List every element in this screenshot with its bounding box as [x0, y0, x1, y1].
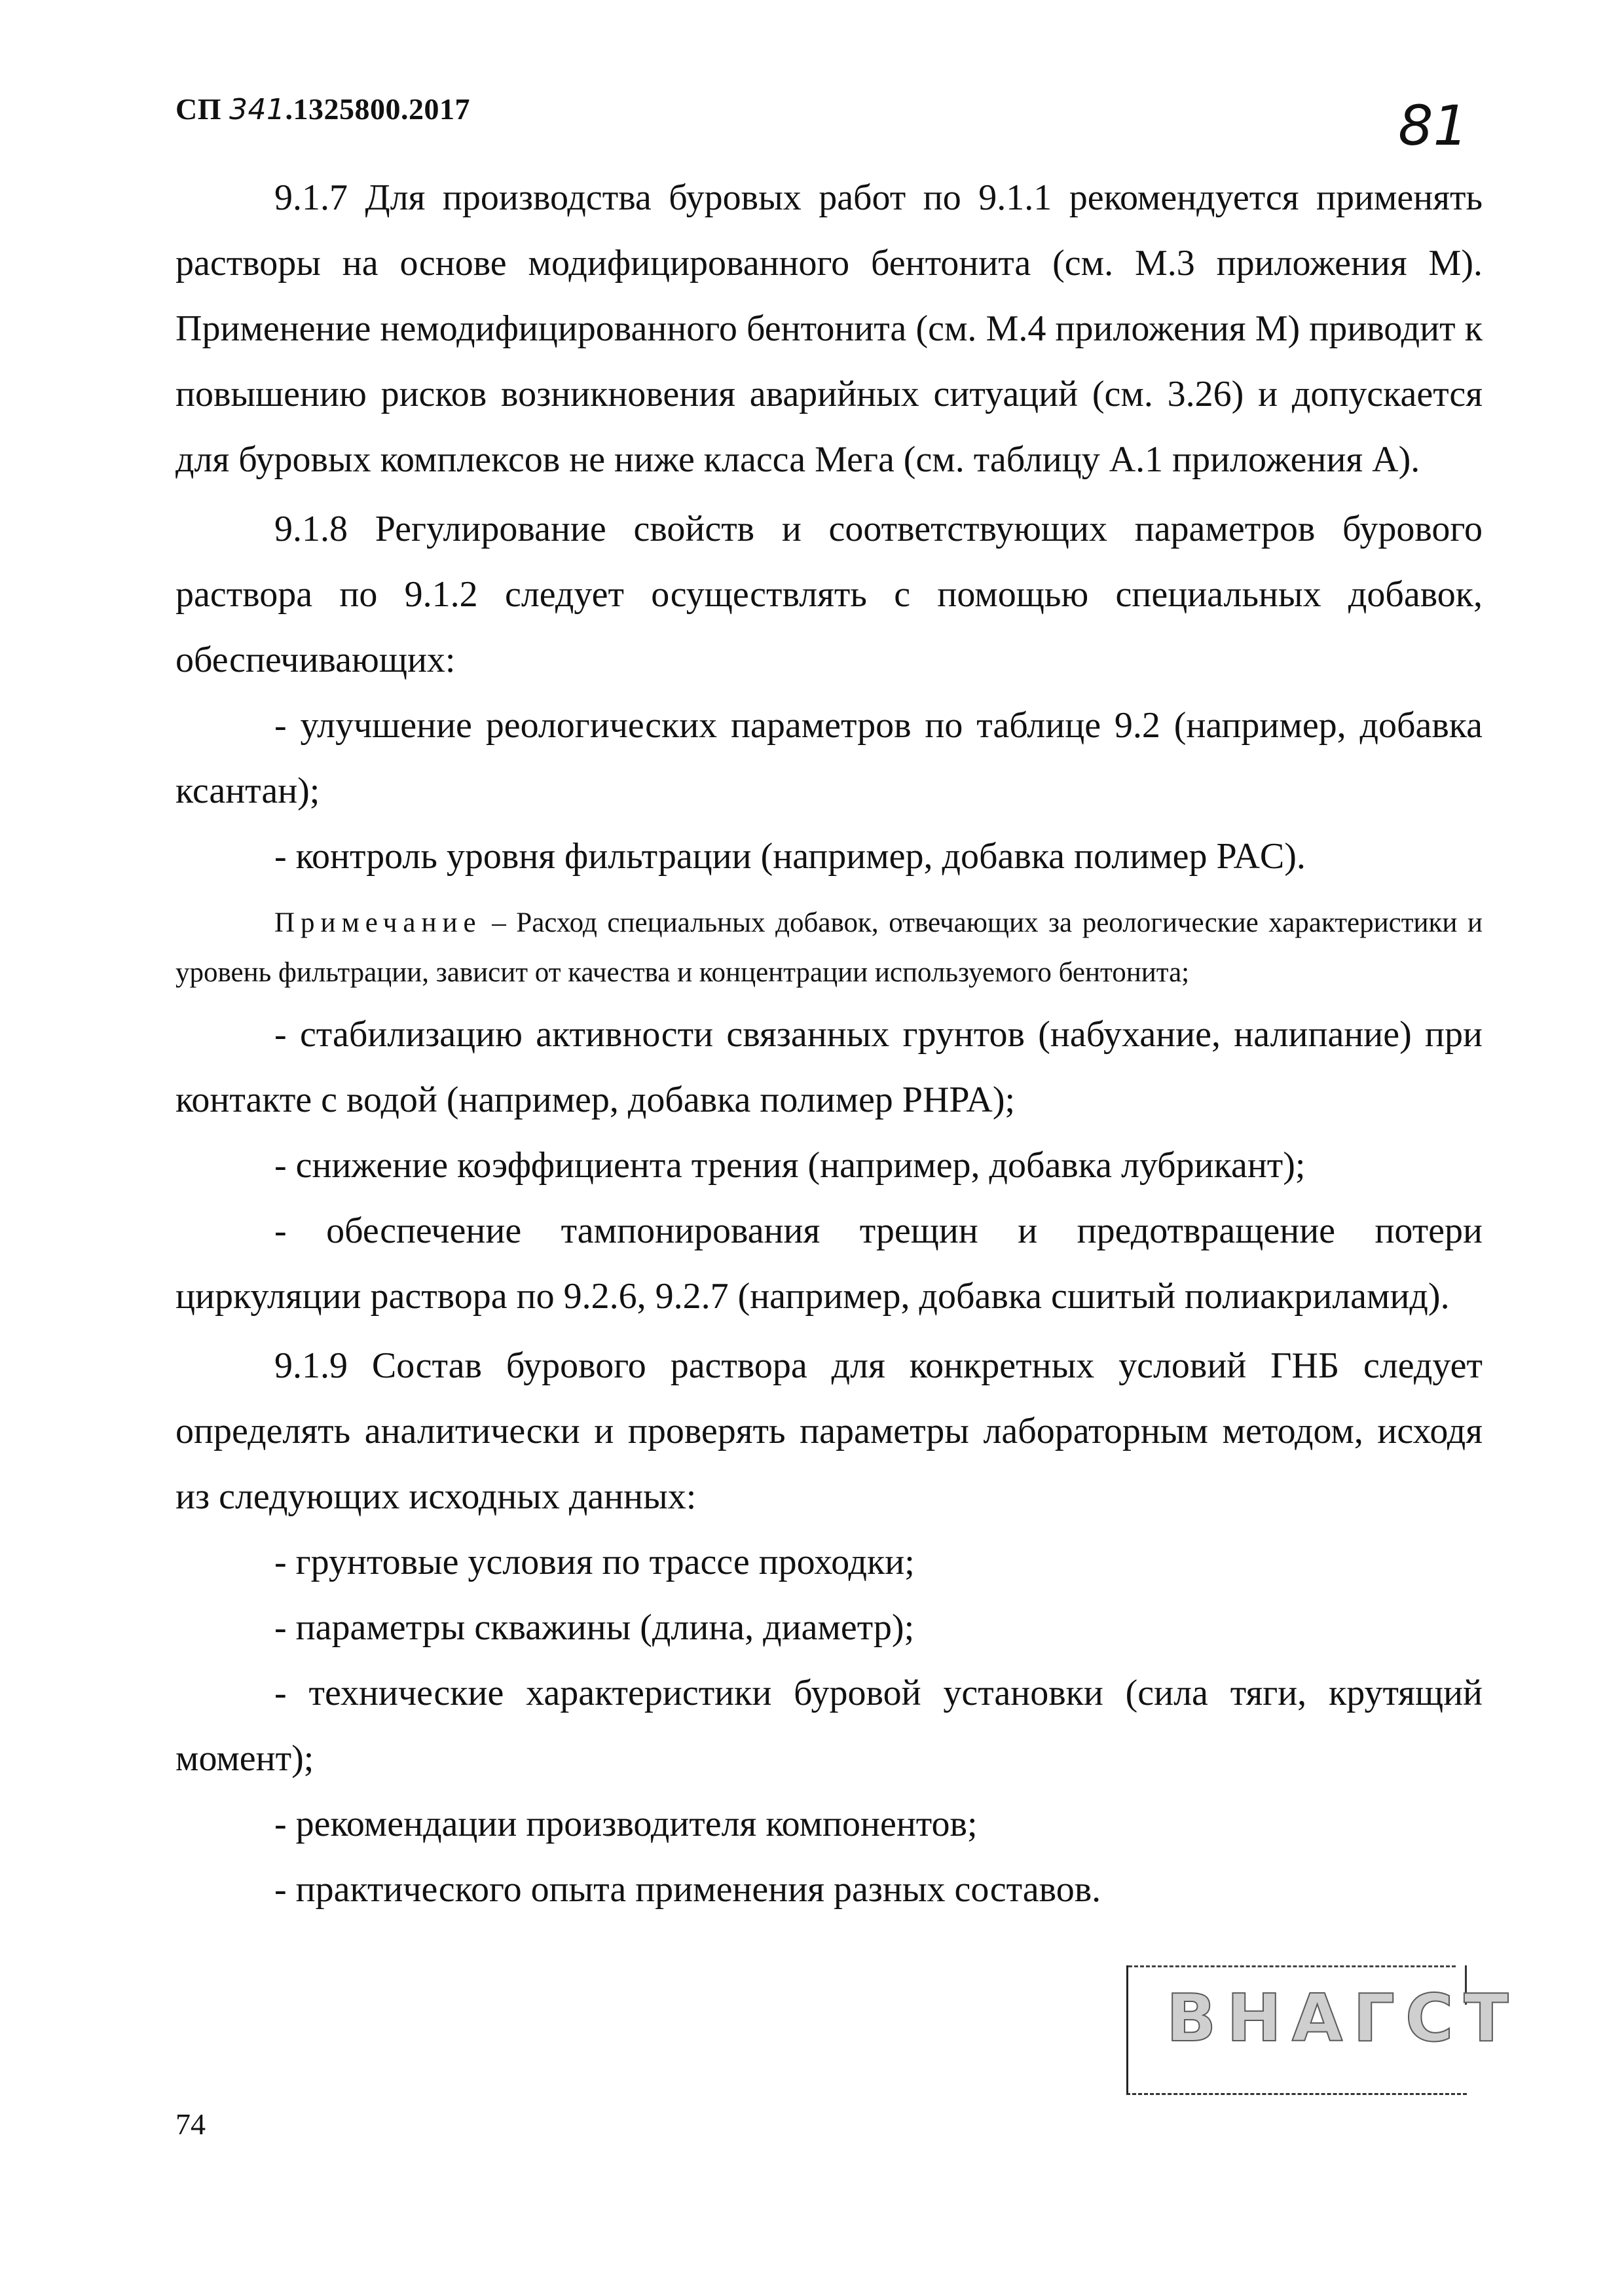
list-item: - технические характеристики буровой установки (сила тяги, крутящий момент); [175, 1673, 1483, 1779]
list-item: - контроль уровня фильтрации (например, добавка полимер PAC). [274, 836, 1306, 877]
stamp-text: ВНАГСТ [1166, 1980, 1519, 2056]
list-item: - практического опыта применения разных составов. [274, 1869, 1101, 1910]
handwritten-page-number: 81 [1398, 94, 1468, 158]
document-code [175, 92, 470, 126]
code-handwritten-number: 341 [229, 93, 286, 126]
list-item: - параметры скважины (длина, диаметр); [274, 1607, 915, 1648]
paragraph-9-1-7: 9.1.7 Для производства буровых работ по 9.1.1 рекомендуется применять растворы на основе модифицированного бентонита (см. М.3 приложения М). Применение немодифицированного бентонита (см. М.4 приложения М) приводит к повышению рисков возникновения аварийных ситуаций (см. 3.26) и допускается для буровых комплексов не ниже класса Мега (см. таблицу А.1 приложения А). [175, 177, 1483, 480]
list-item: - рекомендации производителя компонентов; [274, 1804, 978, 1844]
list-item: - улучшение реологических параметров по таблице 9.2 (например, добавка ксантан); [175, 705, 1483, 811]
note [175, 898, 1483, 998]
paragraph-9-1-9: 9.1.9 Состав бурового раствора для конкретных условий ГНБ следует определять аналитически и проверять параметры лабораторным методом, исходя из следующих исходных данных: [175, 1345, 1483, 1517]
body-text [175, 165, 1483, 1922]
list-item: - снижение коэффициента трения (например, добавка лубрикант); [274, 1145, 1306, 1186]
list-item: - грунтовые условия по трассе проходки; [274, 1542, 915, 1582]
note-text: – Расход специальных добавок, отвечающих за реологические характеристики и уровень фильтрации, зависит от качества и концентрации используемого бентонита; [175, 907, 1483, 988]
list-item: - обеспечение тампонирования трещин и предотвращение потери циркуляции раствора по 9.2.6, 9.2.7 (например, добавка сшитый полиакриламид). [175, 1211, 1483, 1317]
page-number: 74 [175, 2107, 206, 2141]
paragraph-9-1-8: 9.1.8 Регулирование свойств и соответствующих параметров бурового раствора по 9.1.2 следует осуществлять с помощью специальных добавок, обеспечивающих: [175, 509, 1483, 680]
note-label: Примечание [274, 907, 482, 938]
code-suffix: .1325800.2017 [285, 92, 470, 126]
stamp [1126, 1965, 1519, 2095]
list-item: - стабилизацию активности связанных грунтов (набухание, налипание) при контакте с водой (например, добавка полимер PHPA); [175, 1014, 1483, 1120]
code-prefix: СП [175, 92, 221, 126]
stamp-border-top [1128, 1965, 1456, 1967]
